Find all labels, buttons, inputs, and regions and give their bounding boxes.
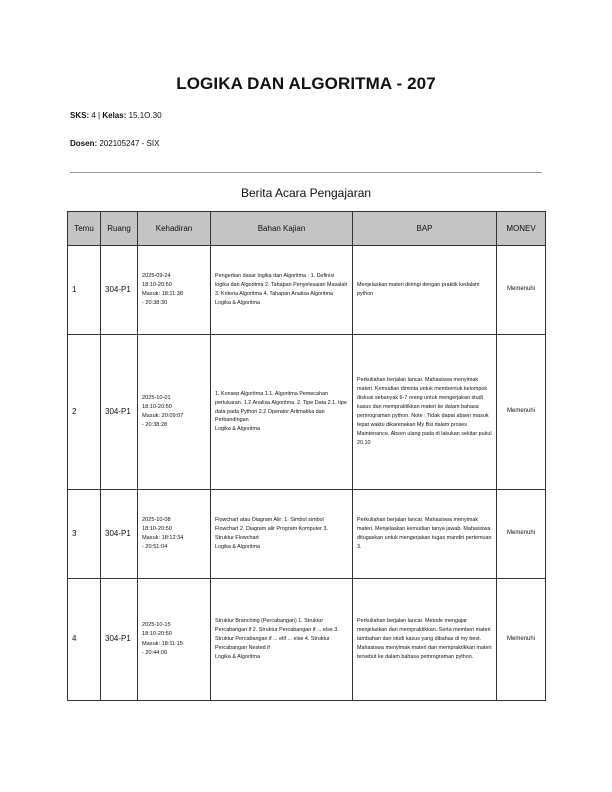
page-title: LOGIKA DAN ALGORITMA - 207 <box>176 74 436 93</box>
bap-cell <box>353 246 497 335</box>
monev-cell: Memenuhi <box>497 490 546 579</box>
bap-text: Menjelaskan materi diiringi dengan praktik kedalam python <box>357 282 480 297</box>
dosen-value: 202105247 - SIX <box>99 139 160 148</box>
kehadiran-date: 2025-09-24 <box>142 272 171 279</box>
bap-cell <box>353 579 497 701</box>
divider <box>70 172 542 173</box>
kehadiran-masuk: Masuk: 20:09:07 <box>142 413 184 419</box>
kehadiran-cell <box>138 490 211 579</box>
ruang-cell: 304-P1 <box>101 579 138 701</box>
ruang-cell: 304-P1 <box>101 490 138 579</box>
header-ruang: Ruang <box>101 212 138 246</box>
monev-cell: Memenuhi <box>497 579 546 701</box>
sks-kelas-line <box>70 111 162 120</box>
header-temu: Temu <box>68 212 101 246</box>
bap-text: Perkuliahan berjalan lancar. Mahasiswa menyimak materi. Menjelaskan kemudian tanya jawab. Mahasiswa ditugaskan untuk mengerjakan tugas mandiri pertemuan 3. <box>357 517 492 550</box>
bahan-kajian-cell <box>211 579 353 701</box>
bahan-kajian-text: Flowchart atau Diagram Alir: 1. Simbol simbol Flowchart 2. Diagram alir Program Komputer 3. Struktur Flowchart <box>215 517 328 541</box>
kelas-value: 15.1O.30 <box>128 111 162 120</box>
temu-cell: 4 <box>68 579 101 701</box>
kehadiran-masuk: Masuk: 18:12:34 <box>142 535 184 541</box>
bahan-kajian-course: Logika & Algoritma <box>215 653 260 660</box>
kehadiran-date: 2025-10-15 <box>142 622 171 629</box>
sks-label: SKS: <box>70 111 90 120</box>
bahan-kajian-text: 1. Konsep Algoritma 1.1. Algoritma Pemecahan pertukaran. 1.2 Analisa Algoritma. 2. Tipe Data 2.1. tipe data pada Python 2.2 Operator Aritmatika dan Perbandingan <box>215 390 347 424</box>
bap-cell <box>353 335 497 490</box>
table-row <box>68 490 546 579</box>
monev-cell: Memenuhi <box>497 335 546 490</box>
kehadiran-time: 18:10-20:50 <box>142 525 172 532</box>
bap-text: Perkuliahan berjalan lancar. Metode mengajar menjelaskan dan mempraktikkan. Serta memberi materi tambahan dan studi kasus yang dibahas di my best. Mahasiswa menyimak materi dan mempraktikkan materi tersebut ke dalam bahasa pemrograman python. <box>357 618 492 660</box>
bahan-kajian-text: Struktur Branching (Percabangan) 1. Struktur Percabangan if 2. Struktur Percabangan if ... else 3. Struktur Percabangan if ... elif ... else 4. Struktur Percabangan Nested if <box>215 618 339 651</box>
ruang-cell: 304-P1 <box>101 335 138 490</box>
temu-cell: 3 <box>68 490 101 579</box>
header-monev: MONEV <box>497 212 546 246</box>
kehadiran-keluar: - 20:44:06 <box>142 649 168 656</box>
kehadiran-keluar: - 20:38:30 <box>142 300 168 307</box>
kehadiran-masuk: Masuk: 18:11:38 <box>142 291 183 297</box>
section-title: Berita Acara Pengajaran <box>240 186 372 200</box>
kehadiran-keluar: - 20:38:28 <box>142 422 168 429</box>
bahan-kajian-cell <box>211 246 353 335</box>
bahan-kajian-cell <box>211 335 353 490</box>
kehadiran-masuk: Masuk: 18:11:15 <box>142 640 183 647</box>
bahan-kajian-text: Pengertian dasar logika dan Algoritma : 1. Definisi logika dan Algoritma 2. Tahapan Penyelesaian Masalah 3. Kriteria Algoritma 4. Tahapan Analisa Algoritma <box>215 273 348 297</box>
dosen-label: Dosen: <box>70 139 98 148</box>
bahan-kajian-course: Logika & Algoritma <box>215 426 260 433</box>
kehadiran-keluar: - 20:51:04 <box>142 544 168 551</box>
header-bahan-kajian: Bahan Kajian <box>211 212 353 246</box>
sks-value: 4 <box>91 111 96 120</box>
kehadiran-cell <box>138 335 211 490</box>
meta-separator: | <box>98 111 101 120</box>
bap-text: Perkuliahan berjalan lancar. Mahasiswa menyimak materi. Kemudian diminta untuk membentuk kelompok diskusi sebanyak 6-7 orang untuk mengerjakan studi kasus dan mempraktikkan materi ke dalam bahasa pemrograman python. Note : Tidak dapat absen masuk tepat waktu dikarenakan My Bsi dalam proses Maintenance. Absen ulang pada di lakukan sekitar pukul 20.10 <box>357 377 492 446</box>
monev-cell: Memenuhi <box>497 246 546 335</box>
kehadiran-cell <box>138 579 211 701</box>
kehadiran-time: 18:10-20:50 <box>142 281 172 288</box>
kehadiran-date: 2025-10-08 <box>142 516 171 523</box>
table-header-row <box>68 212 546 246</box>
header-kehadiran: Kehadiran <box>138 212 211 246</box>
bahan-kajian-course: Logika & Algoritma <box>215 299 260 306</box>
kehadiran-time: 18:10-20:50 <box>142 631 172 638</box>
bap-cell <box>353 490 497 579</box>
temu-cell: 2 <box>68 335 101 490</box>
bahan-kajian-course: Logika & Algoritma <box>215 543 260 550</box>
table-row <box>68 335 546 490</box>
dosen-line <box>70 139 159 148</box>
temu-cell: 1 <box>68 246 101 335</box>
kehadiran-time: 18:10-20:50 <box>142 403 172 410</box>
ruang-cell: 304-P1 <box>101 246 138 335</box>
header-bap: BAP <box>353 212 497 246</box>
kelas-label: Kelas: <box>102 111 127 120</box>
table-row <box>68 579 546 701</box>
kehadiran-date: 2025-10-01 <box>142 394 171 401</box>
bahan-kajian-cell <box>211 490 353 579</box>
table-row <box>68 246 546 335</box>
kehadiran-cell <box>138 246 211 335</box>
bap-table <box>67 211 546 701</box>
